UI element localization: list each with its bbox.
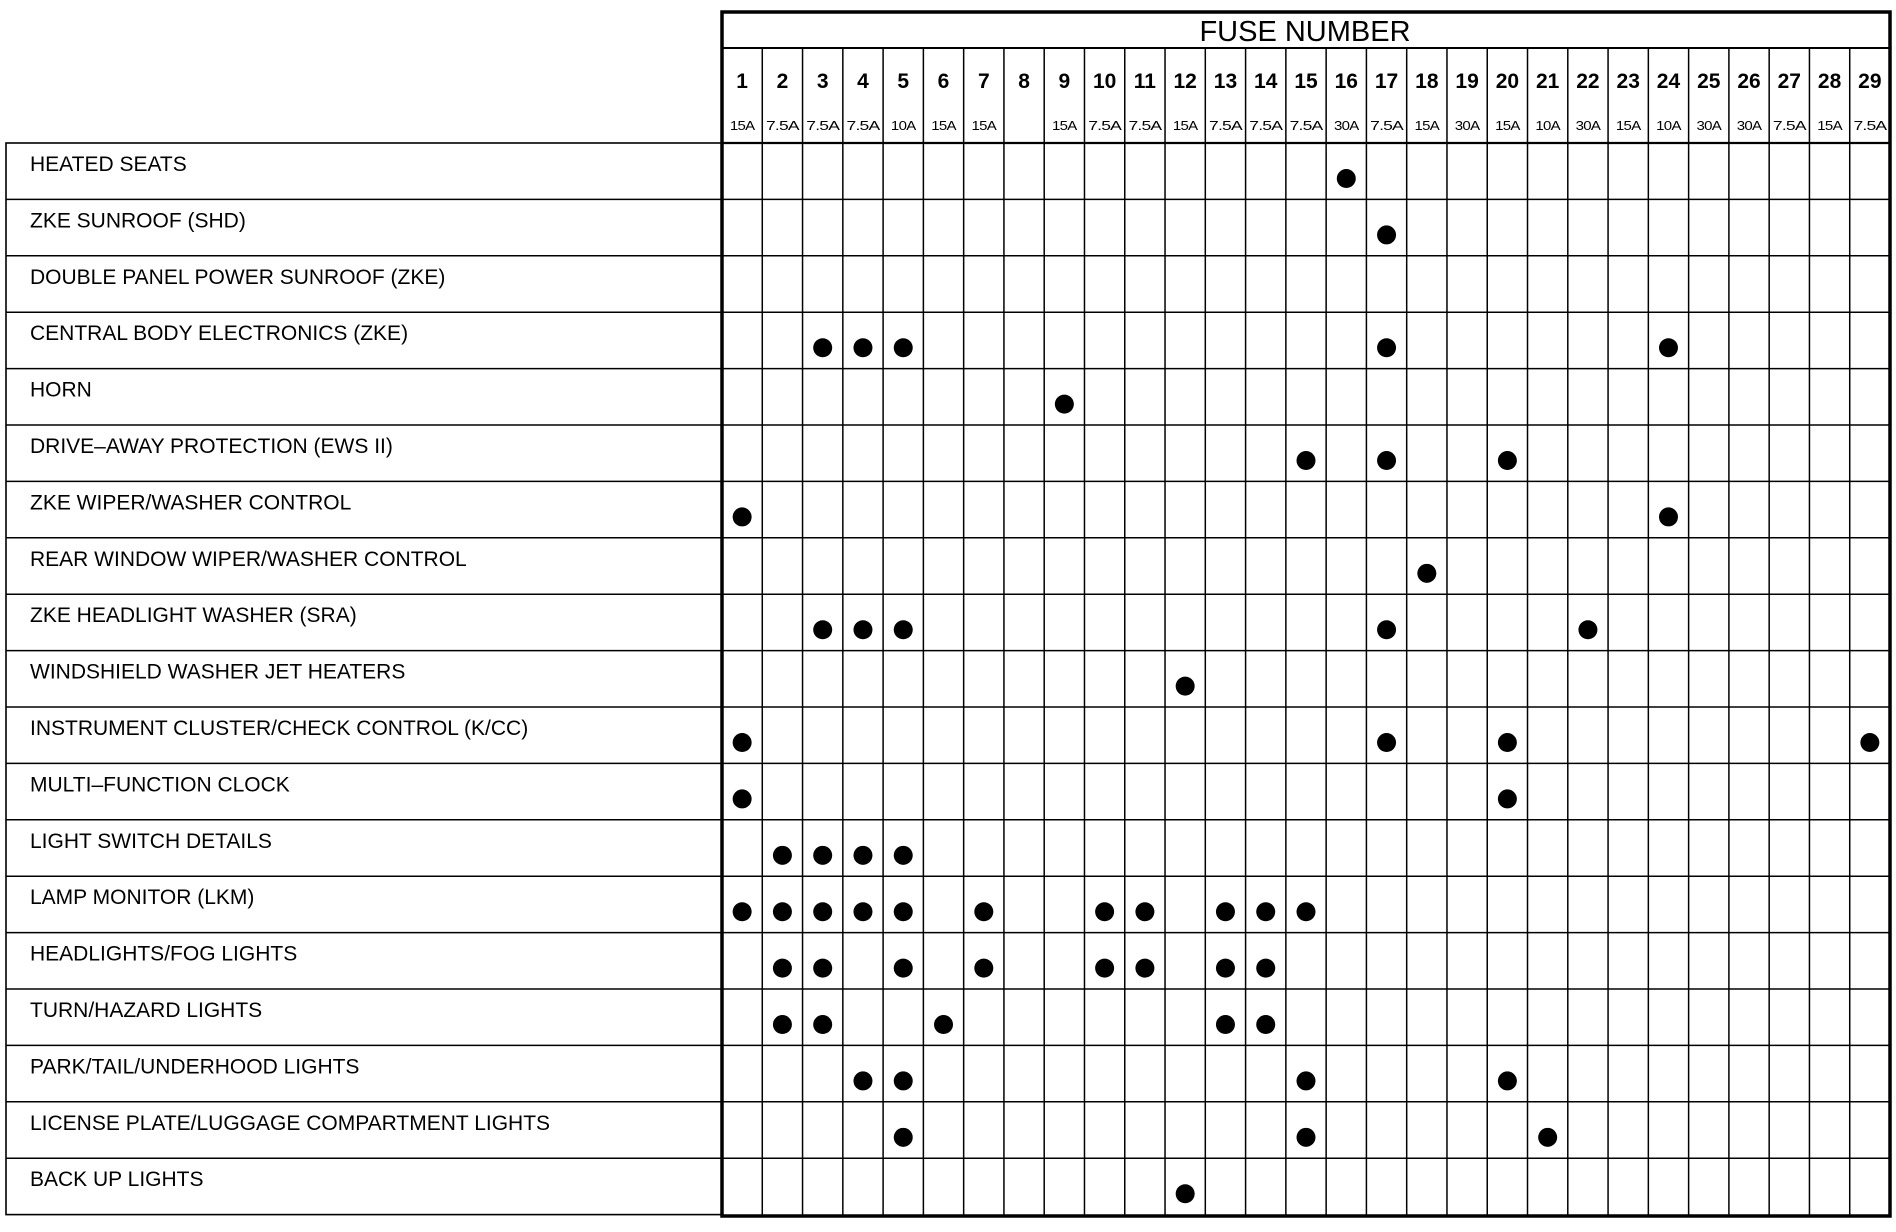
fuse-number-25: 25 [1697,70,1721,93]
fuse-amperage-19: 30A [1454,118,1481,133]
fuse-number-16: 16 [1334,70,1358,93]
fuse-dot-row18-fuse5 [894,1128,913,1147]
fuse-dot-row11-fuse29 [1860,733,1879,752]
circuit-label: HEADLIGHTS/FOG LIGHTS [30,942,298,966]
fuse-amperage-29: 7.5A [1853,118,1888,133]
fuse-number-12: 12 [1173,70,1197,93]
circuit-label: DOUBLE PANEL POWER SUNROOF (ZKE) [30,265,446,289]
fuse-dot-row15-fuse7 [974,959,993,978]
fuse-number-8: 8 [1018,70,1030,93]
fuse-dot-row18-fuse21 [1538,1128,1557,1147]
fuse-dot-row7-fuse24 [1659,507,1678,526]
fuse-number-24: 24 [1656,70,1681,93]
fuse-dot-row6-fuse17 [1377,451,1396,470]
fuse-number-22: 22 [1576,70,1600,93]
fuse-amperage-21: 10A [1535,118,1562,133]
circuit-label: REAR WINDOW WIPER/WASHER CONTROL [30,547,467,571]
fuse-dot-row13-fuse2 [773,846,792,865]
fuse-dot-row2-fuse17 [1377,225,1396,244]
fuse-amperage-20: 15A [1495,118,1521,133]
fuse-number-26: 26 [1737,70,1761,93]
fuse-amperage-3: 7.5A [806,118,841,133]
fuse-number-17: 17 [1374,70,1399,93]
fuse-amperage-18: 15A [1414,118,1441,133]
fuse-dot-row14-fuse11 [1135,902,1154,921]
fuse-dot-row18-fuse15 [1297,1128,1316,1147]
fuse-amperage-13: 7.5A [1209,118,1244,133]
fuse-dot-row6-fuse15 [1297,451,1316,470]
fuse-number-23: 23 [1616,70,1640,93]
fuse-number-15: 15 [1294,70,1318,93]
fuse-dot-row14-fuse7 [974,902,993,921]
fuse-dot-row14-fuse5 [894,902,913,921]
circuit-label: LAMP MONITOR (LKM) [30,886,255,910]
circuit-label: HORN [30,378,92,402]
fuse-number-20: 20 [1495,70,1520,93]
circuit-label: TURN/HAZARD LIGHTS [30,999,263,1022]
fuse-dot-row16-fuse13 [1216,1015,1235,1034]
fuse-number-1: 1 [736,70,748,93]
fuse-dot-row15-fuse3 [813,959,832,978]
fuse-dot-row14-fuse4 [853,902,872,921]
fuse-dot-row17-fuse15 [1297,1071,1316,1090]
fuse-number-10: 10 [1092,70,1117,93]
fuse-amperage-15: 7.5A [1289,118,1324,133]
circuit-label: DRIVE–AWAY PROTECTION (EWS II) [30,435,393,458]
fuse-dot-row4-fuse3 [813,338,832,357]
fuse-dot-row8-fuse18 [1417,564,1436,583]
fuse-number-13: 13 [1213,70,1238,93]
fuse-dot-row17-fuse4 [853,1071,872,1090]
fuse-dot-row9-fuse17 [1377,620,1396,639]
fuse-dot-row15-fuse5 [894,959,913,978]
fuse-number-27: 27 [1777,70,1801,93]
fuse-number-5: 5 [897,70,910,93]
fuse-amperage-12: 15A [1172,118,1199,133]
fuse-amperage-28: 15A [1817,118,1843,133]
fuse-dot-row1-fuse16 [1337,169,1356,188]
fuse-dot-row9-fuse5 [894,620,913,639]
fuse-amperage-5: 10A [890,118,917,133]
fuse-amperage-25: 30A [1696,118,1723,133]
fuse-dot-row14-fuse15 [1297,902,1316,921]
fuse-dot-row16-fuse2 [773,1015,792,1034]
fuse-dot-row16-fuse14 [1256,1015,1275,1034]
fuse-dot-row12-fuse20 [1498,789,1517,808]
circuit-label: WINDSHIELD WASHER JET HEATERS [30,660,406,684]
fuse-dot-row5-fuse9 [1055,395,1074,414]
fuse-dot-row12-fuse1 [733,789,752,808]
fuse-amperage-26: 30A [1736,118,1763,133]
fuse-amperage-6: 15A [931,118,957,133]
fuse-amperage-9: 15A [1052,118,1078,133]
fuse-dot-row4-fuse17 [1377,338,1396,357]
fuse-dots [733,169,1880,1203]
fuse-dot-row14-fuse3 [813,902,832,921]
fuse-number-3: 3 [816,70,829,93]
fuse-dot-row13-fuse5 [894,846,913,865]
fuse-dot-row15-fuse14 [1256,959,1275,978]
circuit-label: LICENSE PLATE/LUGGAGE COMPARTMENT LIGHTS [30,1111,551,1135]
fuse-number-7: 7 [977,70,990,93]
fuse-dot-row11-fuse20 [1498,733,1517,752]
fuse-dot-row15-fuse13 [1216,959,1235,978]
fuse-dot-row6-fuse20 [1498,451,1517,470]
fuse-number-29: 29 [1858,70,1882,93]
fuse-dot-row9-fuse4 [853,620,872,639]
fuse-number-28: 28 [1817,70,1842,93]
fuse-amperage-11: 7.5A [1128,118,1163,133]
fuse-dot-row14-fuse13 [1216,902,1235,921]
fuse-dot-row7-fuse1 [733,507,752,526]
fuse-dot-row17-fuse20 [1498,1071,1517,1090]
fuse-dot-row14-fuse1 [733,902,752,921]
fuse-dot-row4-fuse24 [1659,338,1678,357]
fuse-amperage-17: 7.5A [1370,118,1405,133]
fuse-amperage-4: 7.5A [846,118,881,133]
fuse-amperage-14: 7.5A [1249,118,1284,133]
circuit-label: HEATED SEATS [30,153,187,176]
fuse-dot-row13-fuse3 [813,846,832,865]
fuse-dot-row17-fuse5 [894,1071,913,1090]
fuse-number-11: 11 [1133,70,1156,93]
fuse-dot-row14-fuse10 [1095,902,1114,921]
fuse-dot-row13-fuse4 [853,846,872,865]
fuse-dot-row4-fuse4 [853,338,872,357]
fuse-amperage-27: 7.5A [1772,118,1807,133]
fuse-amperage-1: 15A [729,118,756,133]
fuse-number-21: 21 [1535,70,1560,93]
circuit-label: ZKE WIPER/WASHER CONTROL [30,491,352,515]
fuse-amperage-7: 15A [971,118,998,133]
fuse-grid-border [722,12,1890,1216]
fuse-amperage-2: 7.5A [766,118,801,133]
fuse-number-19: 19 [1455,70,1479,93]
circuit-label: MULTI–FUNCTION CLOCK [30,773,290,797]
fuse-dot-row9-fuse22 [1578,620,1597,639]
fuse-number-18: 18 [1415,70,1439,93]
fuse-amperage-24: 10A [1656,118,1682,133]
circuit-label: LIGHT SWITCH DETAILS [30,829,272,853]
fuse-dot-row14-fuse14 [1256,902,1275,921]
fuse-number-2: 2 [776,70,789,93]
fuse-dot-row15-fuse11 [1135,959,1154,978]
fuse-header [730,16,1888,133]
fuse-amperage-22: 30A [1575,118,1602,133]
fuse-dot-row16-fuse3 [813,1015,832,1034]
fuse-amperage-23: 15A [1615,118,1642,133]
fuse-dot-row14-fuse2 [773,902,792,921]
fuse-amperage-10: 7.5A [1088,118,1123,133]
fuse-number-title: FUSE NUMBER [1199,16,1411,48]
circuit-labels [30,153,550,1191]
fuse-number-4: 4 [857,70,869,93]
fuse-dot-row19-fuse12 [1176,1184,1195,1203]
fuse-dot-row16-fuse6 [934,1015,953,1034]
circuit-label: PARK/TAIL/UNDERHOOD LIGHTS [30,1055,360,1079]
fuse-amperage-16: 30A [1333,118,1360,133]
fuse-dot-row15-fuse10 [1095,959,1114,978]
fuse-dot-row11-fuse17 [1377,733,1396,752]
fuse-number-14: 14 [1254,70,1278,93]
fuse-dot-row4-fuse5 [894,338,913,357]
circuit-label: ZKE HEADLIGHT WASHER (SRA) [30,604,357,628]
circuit-label: BACK UP LIGHTS [30,1168,204,1192]
fuse-dot-row10-fuse12 [1176,677,1195,696]
circuit-label: CENTRAL BODY ELECTRONICS (ZKE) [30,322,409,346]
fuse-dot-row15-fuse2 [773,959,792,978]
fuse-number-6: 6 [937,70,950,93]
circuit-label: INSTRUMENT CLUSTER/CHECK CONTROL (K/CC) [30,717,529,740]
fuse-number-9: 9 [1058,70,1071,93]
fuse-dot-row9-fuse3 [813,620,832,639]
fuse-dot-row11-fuse1 [733,733,752,752]
circuit-label: ZKE SUNROOF (SHD) [30,209,246,233]
